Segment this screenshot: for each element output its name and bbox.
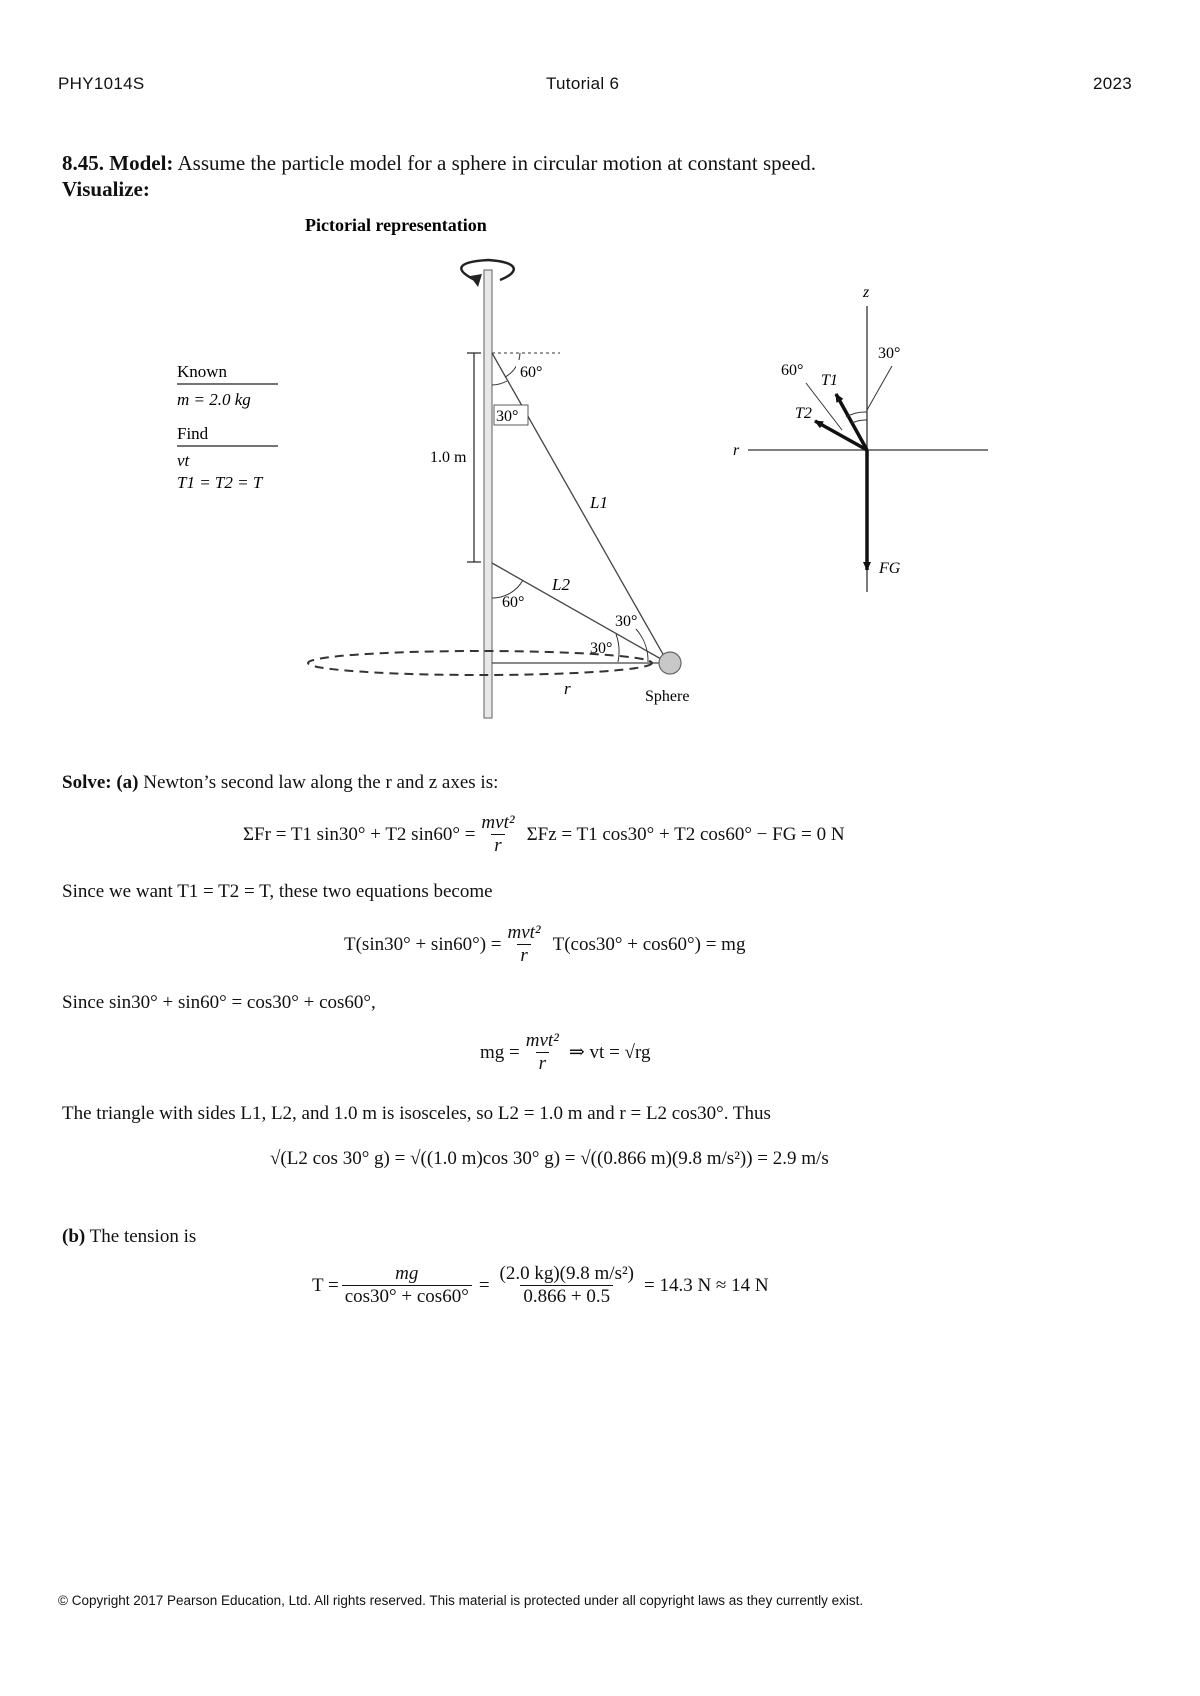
sphere <box>659 652 681 674</box>
eq3-denominator: r <box>536 1052 549 1075</box>
equation-3 <box>480 1030 650 1075</box>
part-a-label: (a) <box>116 772 139 793</box>
figure-title: Pictorial representation <box>305 215 487 235</box>
solve-text-5: The tension is <box>89 1226 197 1247</box>
eq1-numerator: mvt² <box>481 812 515 833</box>
fbd-angle-30: 30° <box>878 345 901 362</box>
find-velocity: vt <box>177 451 190 470</box>
eq2-fraction <box>504 922 543 967</box>
angle-label-30-upper: 30° <box>615 613 638 630</box>
angle-label-30-top: 30° <box>496 408 519 425</box>
eq3-right: ⇒ vt = √rg <box>568 1042 651 1063</box>
visualize-label: Visualize: <box>62 177 150 201</box>
eq2-right: T(cos30° + cos60°) = mg <box>552 933 746 955</box>
string-l1 <box>492 353 668 663</box>
eq1-fraction <box>478 812 517 857</box>
known-value: m = 2.0 kg <box>177 390 251 409</box>
part-b-label: (b) <box>62 1226 86 1247</box>
model-text: Assume the particle model for a sphere in circular motion at constant speed. <box>177 151 817 175</box>
known-label: Known <box>177 362 228 381</box>
sphere-label: Sphere <box>645 688 690 705</box>
angle-label-30-lower: 30° <box>590 640 613 657</box>
eq5-right: = 14.3 N ≈ 14 N <box>644 1274 769 1296</box>
eq1-denominator: r <box>491 834 504 857</box>
pictorial-representation-figure <box>0 0 1200 720</box>
fbd-r-label: r <box>733 442 740 459</box>
eq5-numerator-1: mg <box>395 1263 419 1284</box>
eq5-fraction-1 <box>342 1263 472 1308</box>
solve-text-1: Newton’s second law along the r and z axes is: <box>143 772 499 793</box>
angle-label-60-low: 60° <box>502 594 525 611</box>
angle-label-60-top: 60° <box>520 364 543 381</box>
header-center: Tutorial 6 <box>546 74 620 93</box>
solve-line-1 <box>62 772 498 794</box>
solve-line-2: Since we want T1 = T2 = T, these two equations become <box>62 881 493 902</box>
length-label: 1.0 m <box>430 449 467 466</box>
eq5-denominator-1: cos30° + cos60° <box>342 1285 472 1308</box>
eq3-numerator: mvt² <box>525 1030 559 1051</box>
fbd-fg-label: FG <box>879 560 901 577</box>
eq3-fraction <box>523 1030 562 1075</box>
equation-5: T = $\frac{mg}{\cos 30^\circ + \cos 60^\circ}$ = $\frac{\text{(2.0 kg)(9.8 m/s²)}}{0.866 + 0.5}$ = 14.3 N ≈ 14 N <box>312 1263 769 1307</box>
fbd-z-label: z <box>863 284 870 301</box>
solve-line-5 <box>62 1226 196 1248</box>
header-right: 2023 <box>1093 74 1133 93</box>
l1-label: L1 <box>590 493 608 512</box>
fbd-angle-60: 60° <box>781 362 804 379</box>
find-tension: T1 = T2 = T <box>177 473 263 492</box>
angle-arc-30-lower <box>616 634 619 662</box>
eq5-denominator-2: 0.866 + 0.5 <box>520 1285 613 1308</box>
l2-label: L2 <box>552 575 570 594</box>
radius-label: r <box>564 679 571 698</box>
equation-2 <box>344 922 745 967</box>
string-l2 <box>492 563 668 663</box>
eq1-right: ΣFz = T1 cos30° + T2 cos60° − FG = 0 N <box>526 823 845 845</box>
rotation-arrowhead-icon <box>470 274 482 287</box>
solve-line-3: Since sin30° + sin60° = cos30° + cos60°, <box>62 992 376 1013</box>
angle-arc-30-top <box>492 381 507 385</box>
eq5-left: T = <box>312 1274 339 1296</box>
eq5-fraction-2 <box>497 1263 637 1308</box>
model-label: Model: <box>109 151 174 175</box>
eq2-numerator: mvt² <box>507 922 541 943</box>
eq3-left: mg = <box>480 1041 520 1063</box>
fbd-angle30-leader <box>867 366 892 410</box>
find-label: Find <box>177 424 209 443</box>
problem-number: 8.45. <box>62 151 104 175</box>
solve-label: Solve: <box>62 772 112 793</box>
eq2-denominator: r <box>517 944 530 967</box>
fbd-t2-label: T2 <box>795 405 812 422</box>
fbd-t1-label: T1 <box>821 372 838 389</box>
header-left: PHY1014S <box>58 74 145 93</box>
eq2-left: T(sin30° + sin60°) = <box>344 933 502 955</box>
equation-1 <box>243 812 845 857</box>
eq5-numerator-2: (2.0 kg)(9.8 m/s²) <box>499 1263 634 1284</box>
equation-4 <box>270 1148 829 1170</box>
eq1-left: ΣFr = T1 sin30° + T2 sin60° = <box>243 823 476 845</box>
copyright-footer: © Copyright 2017 Pearson Education, Ltd. All rights reserved. This material is protected under all copyright laws as they currently exist. <box>58 1593 864 1608</box>
eq4: √(L2 cos 30° g) = √((1.0 m)cos 30° g) = √((0.866 m)(9.8 m/s²)) = 2.9 m/s <box>270 1148 829 1169</box>
solve-line-4: The triangle with sides L1, L2, and 1.0 m is isosceles, so L2 = 1.0 m and r = L2 cos30°. Thus <box>62 1103 771 1124</box>
